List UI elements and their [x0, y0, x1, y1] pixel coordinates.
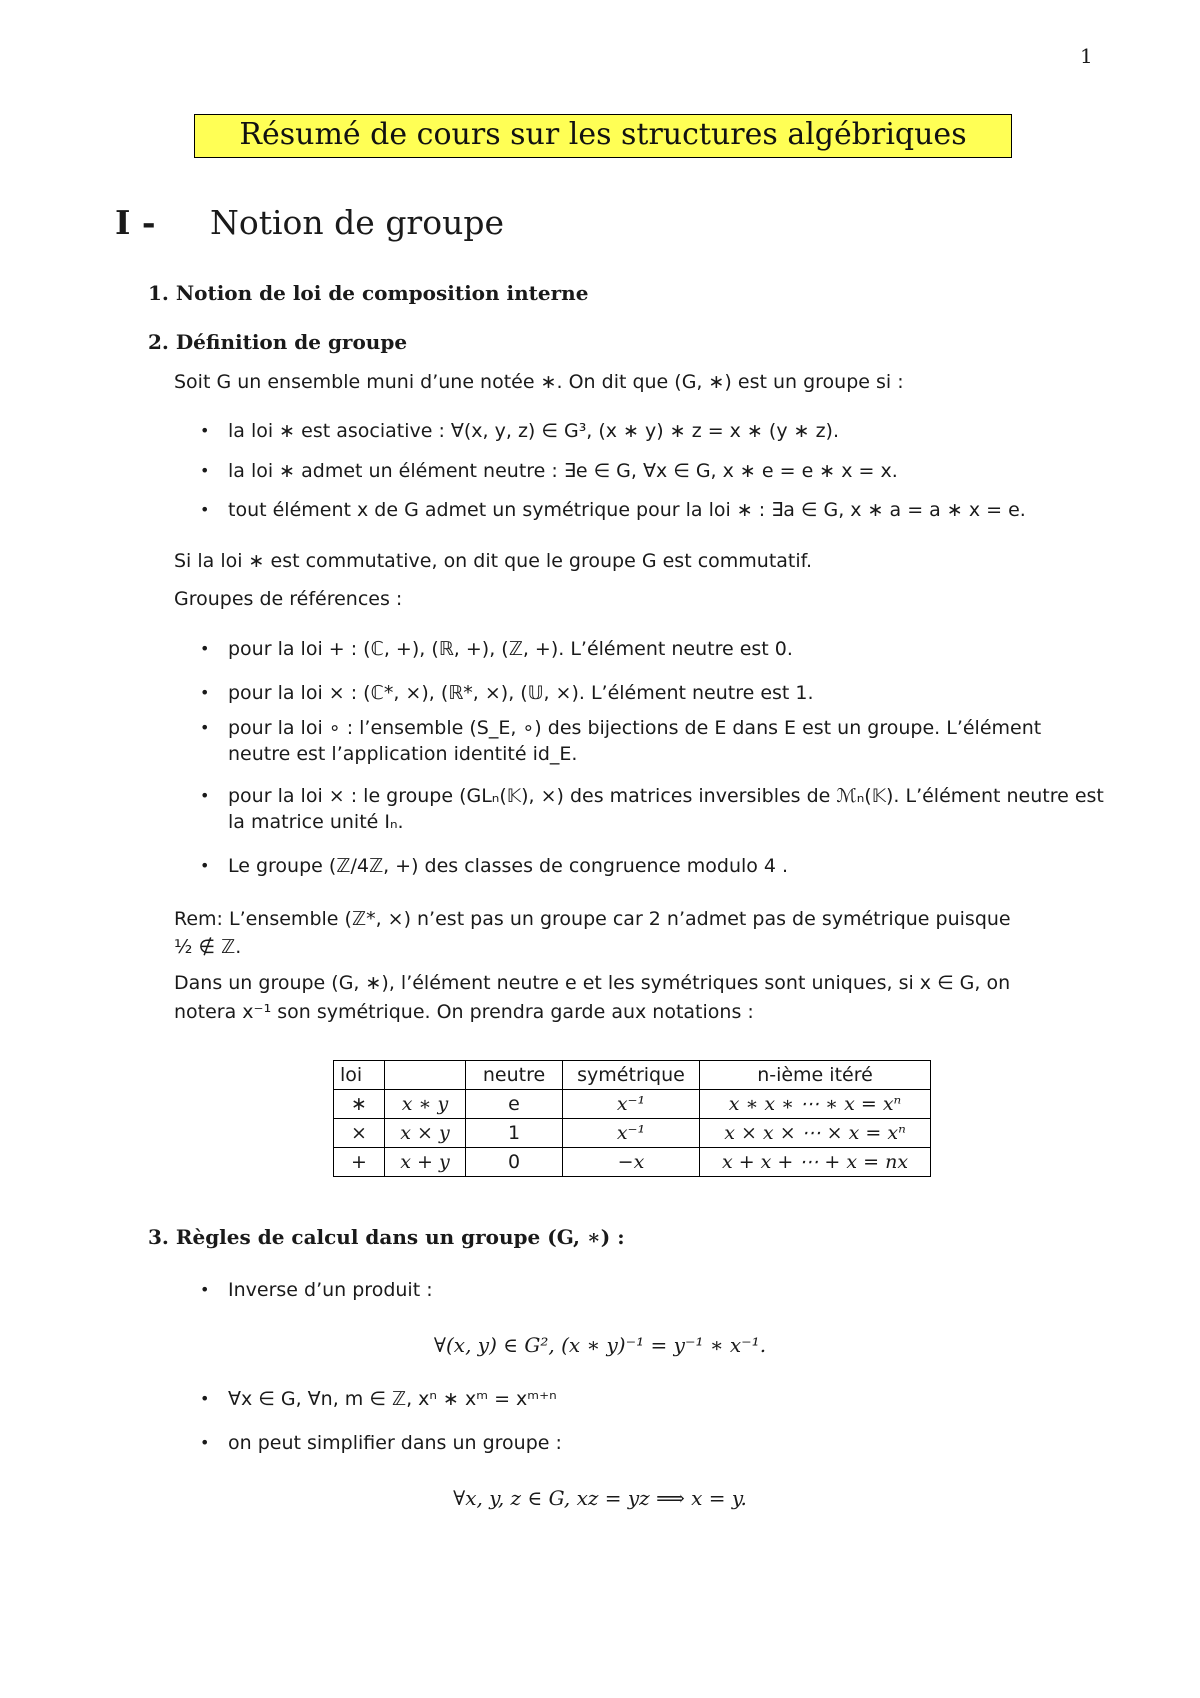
table-cell: +: [334, 1148, 385, 1177]
table-cell: e: [466, 1090, 563, 1119]
table-cell: ∗: [334, 1090, 385, 1119]
table-cell: 0: [466, 1148, 563, 1177]
uniqueness-paragraph-1: Dans un groupe (G, ∗), l’élément neutre e et les symétriques sont uniques, si x ∈ G, on: [174, 972, 1011, 994]
section-title: Notion de groupe: [210, 203, 504, 242]
subsection-1: 1. Notion de loi de composition interne: [148, 281, 589, 305]
table-cell: x × x × ⋯ × x = xⁿ: [700, 1119, 931, 1148]
subsection-3: 3. Règles de calcul dans un groupe (G, ∗) :: [148, 1225, 625, 1249]
reference-bullet-addition: • pour la loi + : (ℂ, +), (ℝ, +), (ℤ, +). L’élément neutre est 0.: [228, 636, 793, 662]
table-header: symétrique: [563, 1061, 700, 1090]
table-cell: x ∗ x ∗ ⋯ ∗ x = xⁿ: [700, 1090, 931, 1119]
subsection-2: 2. Définition de groupe: [148, 330, 408, 354]
table-header: neutre: [466, 1061, 563, 1090]
definition-bullet-associative: • la loi ∗ est asociative : ∀(x, y, z) ∈ G³, (x ∗ y) ∗ z = x ∗ (y ∗ z).: [228, 418, 839, 444]
commutative-note: Si la loi ∗ est commutative, on dit que le groupe G est commutatif.: [174, 550, 812, 572]
document-title: Résumé de cours sur les structures algébriques: [194, 114, 1012, 158]
table-cell: x × y: [385, 1119, 466, 1148]
table-cell: x⁻¹: [563, 1090, 700, 1119]
table-cell: x + x + ⋯ + x = nx: [700, 1148, 931, 1177]
reference-bullet-multiplication: • pour la loi × : (ℂ*, ×), (ℝ*, ×), (𝕌, ×). L’élément neutre est 1.: [228, 680, 814, 706]
formula-simplification: ∀x, y, z ∈ G, xz = yz ⟹ x = y.: [453, 1486, 747, 1510]
table-row: [334, 1090, 931, 1119]
rules-bullet-powers: • ∀x ∈ G, ∀n, m ∈ ℤ, xⁿ ∗ xᵐ = xᵐ⁺ⁿ: [228, 1386, 557, 1412]
reference-groups-heading: Groupes de références :: [174, 588, 403, 610]
table-header-row: [334, 1061, 931, 1090]
definition-bullet-symmetric: • tout élément x de G admet un symétrique pour la loi ∗ : ∃a ∈ G, x ∗ a = a ∗ x = e.: [228, 497, 1026, 523]
definition-intro: Soit G un ensemble muni d’une notée ∗. On dit que (G, ∗) est un groupe si :: [174, 371, 904, 393]
formula-inverse-product: ∀(x, y) ∈ G², (x ∗ y)⁻¹ = y⁻¹ ∗ x⁻¹.: [433, 1333, 767, 1357]
remark-line-1: Rem: L’ensemble (ℤ*, ×) n’est pas un groupe car 2 n’admet pas de symétrique puisque: [174, 908, 1011, 930]
uniqueness-paragraph-2: notera x⁻¹ son symétrique. On prendra garde aux notations :: [174, 1001, 754, 1023]
definition-bullet-neutral: • la loi ∗ admet un élément neutre : ∃e ∈ G, ∀x ∈ G, x ∗ e = e ∗ x = x.: [228, 458, 898, 484]
table-cell: 1: [466, 1119, 563, 1148]
table-row: [334, 1119, 931, 1148]
reference-bullet-congruence: • Le groupe (ℤ/4ℤ, +) des classes de congruence modulo 4 .: [228, 853, 788, 879]
notation-table: [333, 1060, 931, 1177]
section-number: I -: [115, 203, 156, 242]
reference-bullet-composition: • pour la loi ∘ : l’ensemble (S_E, ∘) des bijections de E dans E est un groupe. L’élément neutre est l’application identité id_E.: [228, 715, 1108, 767]
rules-bullet-simplify: • on peut simplifier dans un groupe :: [228, 1430, 562, 1456]
section-heading: [115, 203, 504, 242]
remark-line-2: ½ ∉ ℤ.: [174, 936, 242, 958]
table-header: [385, 1061, 466, 1090]
page-number: 1: [1080, 44, 1093, 68]
table-header: n-ième itéré: [700, 1061, 931, 1090]
table-cell: x⁻¹: [563, 1119, 700, 1148]
table-cell: −x: [563, 1148, 700, 1177]
rules-bullet-inverse: • Inverse d’un produit :: [228, 1277, 433, 1303]
reference-bullet-matrices: • pour la loi × : le groupe (GLₙ(𝕂), ×) des matrices inversibles de ℳₙ(𝕂). L’élément neutre est la matrice unité Iₙ.: [228, 783, 1108, 835]
table-row: [334, 1148, 931, 1177]
table-header: loi: [334, 1061, 385, 1090]
table-cell: ×: [334, 1119, 385, 1148]
table-cell: x + y: [385, 1148, 466, 1177]
table-cell: x ∗ y: [385, 1090, 466, 1119]
